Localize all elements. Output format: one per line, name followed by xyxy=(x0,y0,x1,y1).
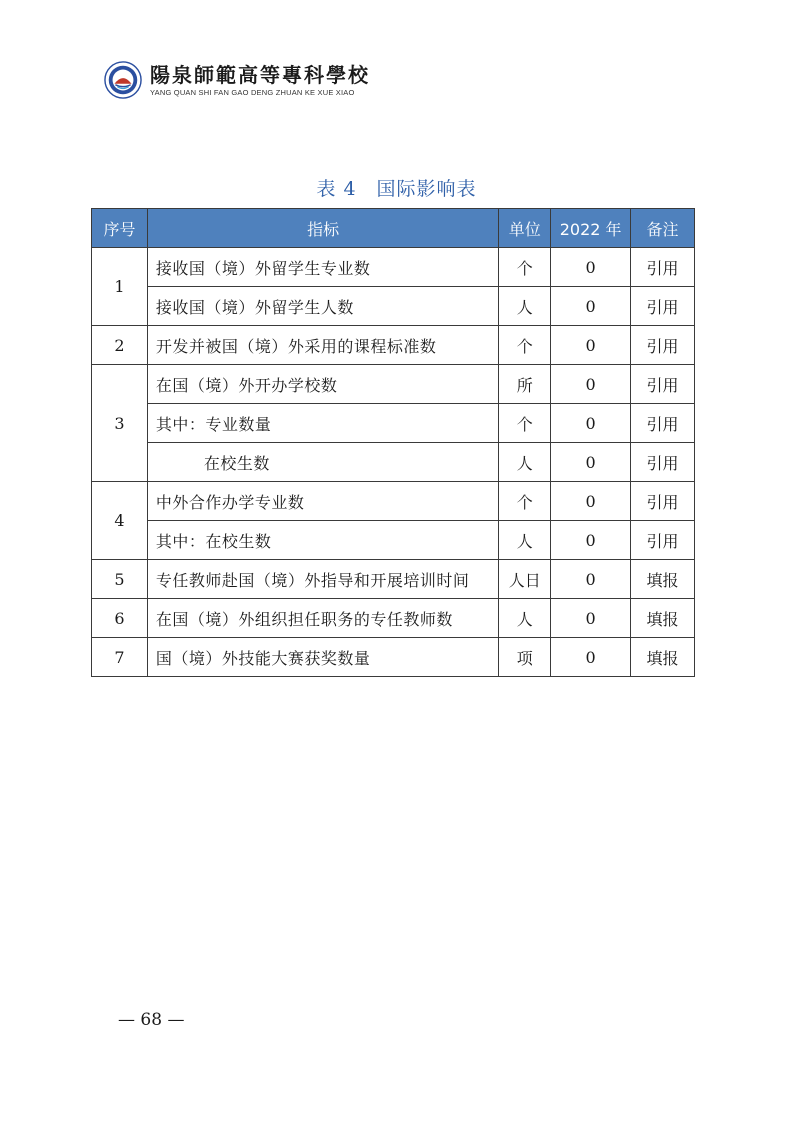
row-note: 引用 xyxy=(631,521,695,560)
row-indicator: 中外合作办学专业数 xyxy=(147,482,498,521)
row-unit: 人 xyxy=(499,599,551,638)
row-unit: 项 xyxy=(499,638,551,677)
row-unit: 人日 xyxy=(499,560,551,599)
table-row xyxy=(92,326,695,365)
row-number: 5 xyxy=(92,560,148,599)
row-note: 填报 xyxy=(631,638,695,677)
row-value: 0 xyxy=(551,404,631,443)
international-influence-table xyxy=(91,208,695,677)
row-indicator: 接收国（境）外留学生专业数 xyxy=(147,248,498,287)
row-value: 0 xyxy=(551,443,631,482)
row-value: 0 xyxy=(551,482,631,521)
row-number: 7 xyxy=(92,638,148,677)
row-note: 引用 xyxy=(631,326,695,365)
row-indicator: 接收国（境）外留学生人数 xyxy=(147,287,498,326)
row-value: 0 xyxy=(551,287,631,326)
page-number: — 68 — xyxy=(118,1010,185,1030)
row-unit: 人 xyxy=(499,287,551,326)
header-note: 备注 xyxy=(631,209,695,248)
row-indicator: 在国（境）外开办学校数 xyxy=(147,365,498,404)
page-header xyxy=(104,60,370,100)
row-indicator: 在国（境）外组织担任职务的专任教师数 xyxy=(147,599,498,638)
header-year: 2022 年 xyxy=(551,209,631,248)
row-note: 引用 xyxy=(631,404,695,443)
row-unit: 个 xyxy=(499,326,551,365)
row-indicator: 国（境）外技能大赛获奖数量 xyxy=(147,638,498,677)
row-unit: 所 xyxy=(499,365,551,404)
row-value: 0 xyxy=(551,560,631,599)
table-row xyxy=(92,599,695,638)
table-row xyxy=(92,560,695,599)
table-row xyxy=(92,521,695,560)
table-row xyxy=(92,248,695,287)
row-indicator: 开发并被国（境）外采用的课程标准数 xyxy=(147,326,498,365)
row-indicator: 其中：在校生数 xyxy=(147,521,498,560)
school-pinyin: YANG QUAN SHI FAN GAO DENG ZHUAN KE XUE XIAO xyxy=(150,87,355,97)
row-value: 0 xyxy=(551,326,631,365)
row-note: 引用 xyxy=(631,482,695,521)
row-unit: 人 xyxy=(499,443,551,482)
row-note: 引用 xyxy=(631,443,695,482)
school-name: 陽泉師範高等專科學校 xyxy=(150,62,370,87)
school-emblem-icon xyxy=(104,61,142,99)
row-note: 引用 xyxy=(631,365,695,404)
row-value: 0 xyxy=(551,365,631,404)
row-note: 填报 xyxy=(631,599,695,638)
row-unit: 个 xyxy=(499,482,551,521)
table-row xyxy=(92,482,695,521)
header-no: 序号 xyxy=(92,209,148,248)
row-note: 填报 xyxy=(631,560,695,599)
row-unit: 人 xyxy=(499,521,551,560)
row-value: 0 xyxy=(551,599,631,638)
row-indicator: 专任教师赴国（境）外指导和开展培训时间 xyxy=(147,560,498,599)
table-row xyxy=(92,365,695,404)
row-indicator: 其中：专业数量 xyxy=(147,404,498,443)
table-row xyxy=(92,638,695,677)
row-note: 引用 xyxy=(631,248,695,287)
table-row xyxy=(92,287,695,326)
row-value: 0 xyxy=(551,638,631,677)
row-number: 6 xyxy=(92,599,148,638)
row-number: 1 xyxy=(92,248,148,326)
row-value: 0 xyxy=(551,248,631,287)
row-unit: 个 xyxy=(499,404,551,443)
table-header-row xyxy=(92,209,695,248)
table-title: 表 4 国际影响表 xyxy=(316,178,477,200)
row-value: 0 xyxy=(551,521,631,560)
row-indicator: 在校生数 xyxy=(147,443,498,482)
table-row xyxy=(92,443,695,482)
row-note: 引用 xyxy=(631,287,695,326)
table-row xyxy=(92,404,695,443)
row-number: 2 xyxy=(92,326,148,365)
header-indicator: 指标 xyxy=(147,209,498,248)
row-number: 4 xyxy=(92,482,148,560)
row-unit: 个 xyxy=(499,248,551,287)
row-number: 3 xyxy=(92,365,148,482)
header-unit: 单位 xyxy=(499,209,551,248)
